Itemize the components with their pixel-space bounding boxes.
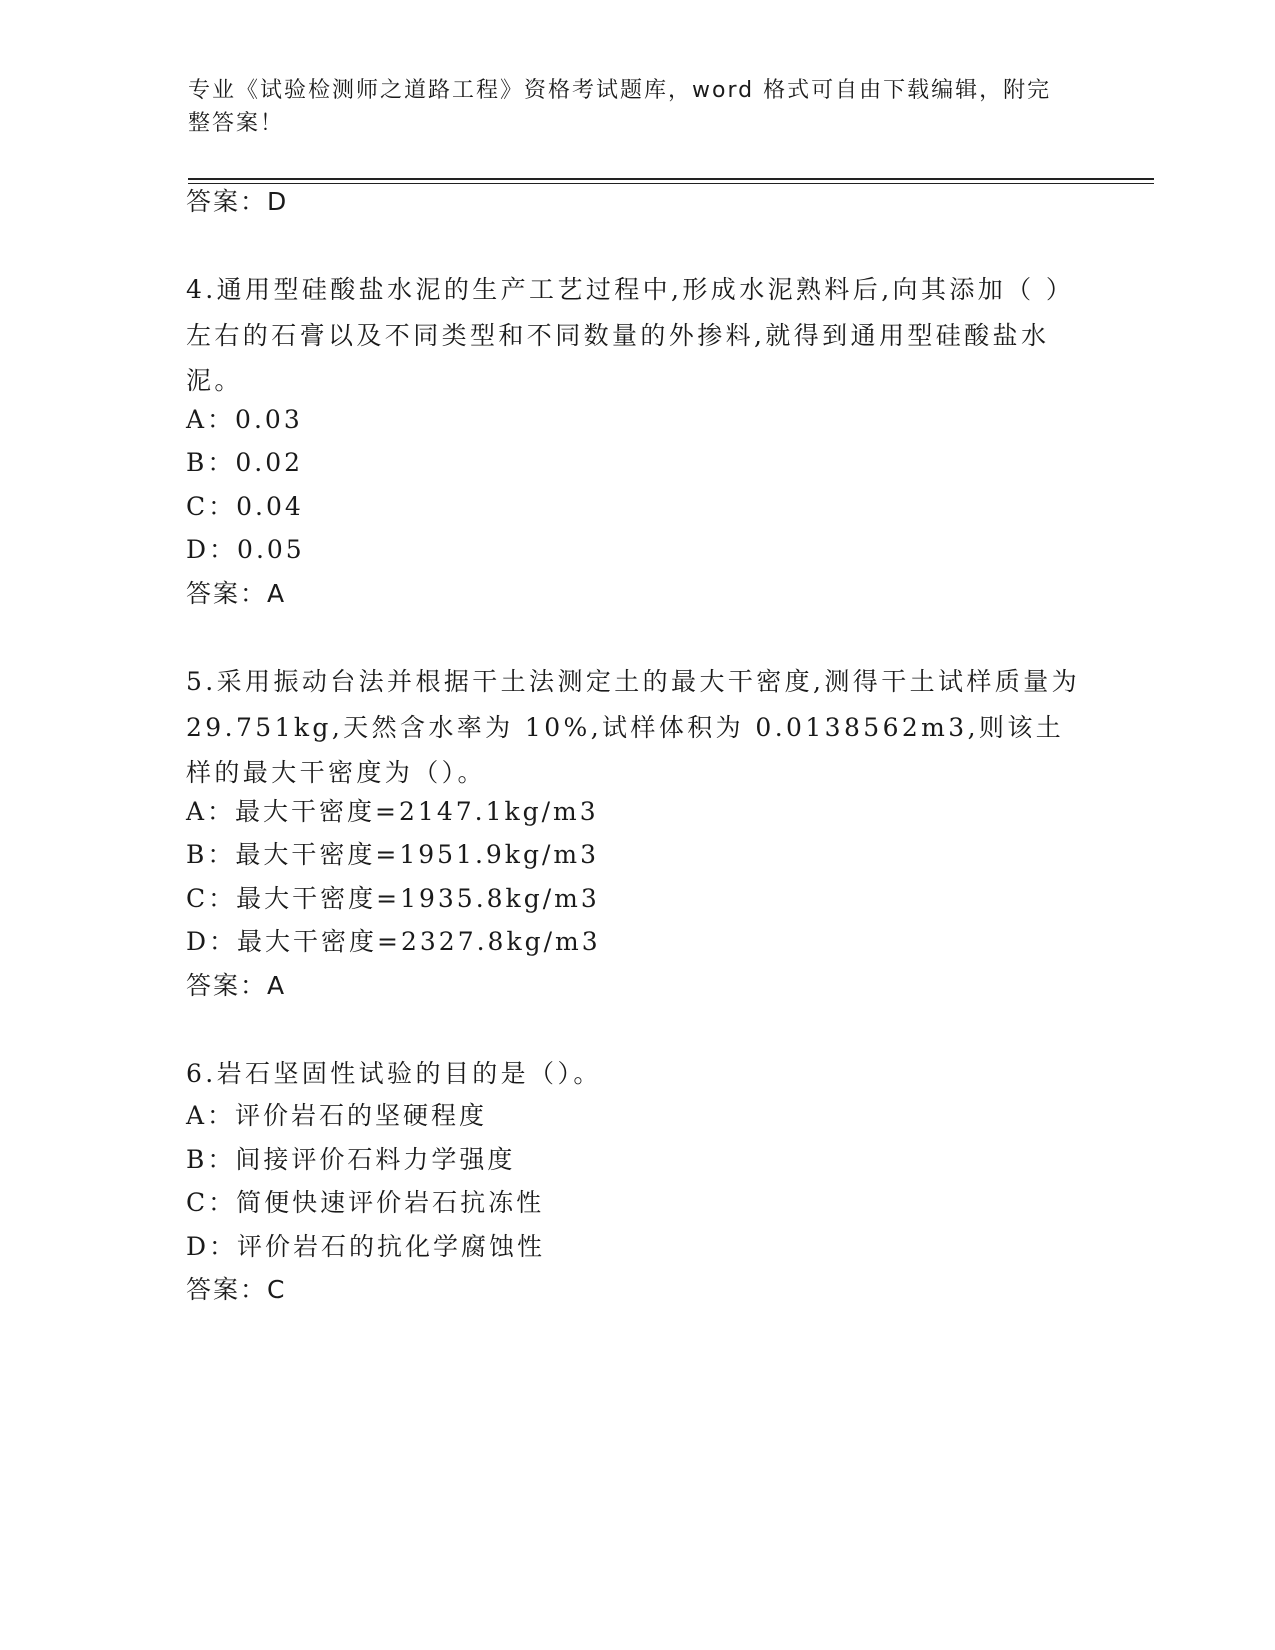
question-4-option-c: C：0.04 [186, 492, 304, 521]
question-6-option-d: D：评价岩石的抗化学腐蚀性 [186, 1232, 546, 1261]
question-4-option-b: B：0.02 [186, 448, 304, 477]
page-header: 专业《试验检测师之道路工程》资格考试题库，word 格式可自由下载编辑，附完整答案！ [188, 78, 1052, 136]
question-4-option-d: D：0.05 [186, 535, 305, 564]
answer-q5: 答案：A [186, 971, 287, 1000]
question-6-option-a: A：评价岩石的坚硬程度 [186, 1101, 488, 1130]
answer-q3: 答案：D [186, 187, 289, 216]
question-5-option-a: A：最大干密度=2147.1kg/m3 [186, 797, 599, 826]
question-5-option-c: C：最大干密度=1935.8kg/m3 [186, 884, 600, 913]
header-divider-thin [188, 183, 1154, 184]
question-5-option-d: D：最大干密度=2327.8kg/m3 [186, 927, 601, 956]
answer-q6: 答案：C [186, 1275, 287, 1304]
question-4-stem: 4.通用型硅酸盐水泥的生产工艺过程中,形成水泥熟料后,向其添加（ ）左右的石膏以及不同类型和不同数量的外掺料,就得到通用型硅酸盐水泥。 [186, 275, 1075, 395]
question-5-stem: 5.采用振动台法并根据干土法测定土的最大干密度,测得干土试样质量为 29.751kg,天然含水率为 10%,试样体积为 0.0138562m3,则该土样的最大干密度为（）。 [186, 667, 1081, 787]
question-6-option-b: B：间接评价石料力学强度 [186, 1145, 516, 1174]
question-6-stem: 6.岩石坚固性试验的目的是（）。 [186, 1059, 602, 1088]
question-5-option-b: B：最大干密度=1951.9kg/m3 [186, 840, 599, 869]
question-4-option-a: A：0.03 [186, 405, 303, 434]
header-divider-thick [188, 178, 1154, 180]
question-6-option-c: C：简便快速评价岩石抗冻性 [186, 1188, 545, 1217]
answer-q4: 答案：A [186, 579, 287, 608]
